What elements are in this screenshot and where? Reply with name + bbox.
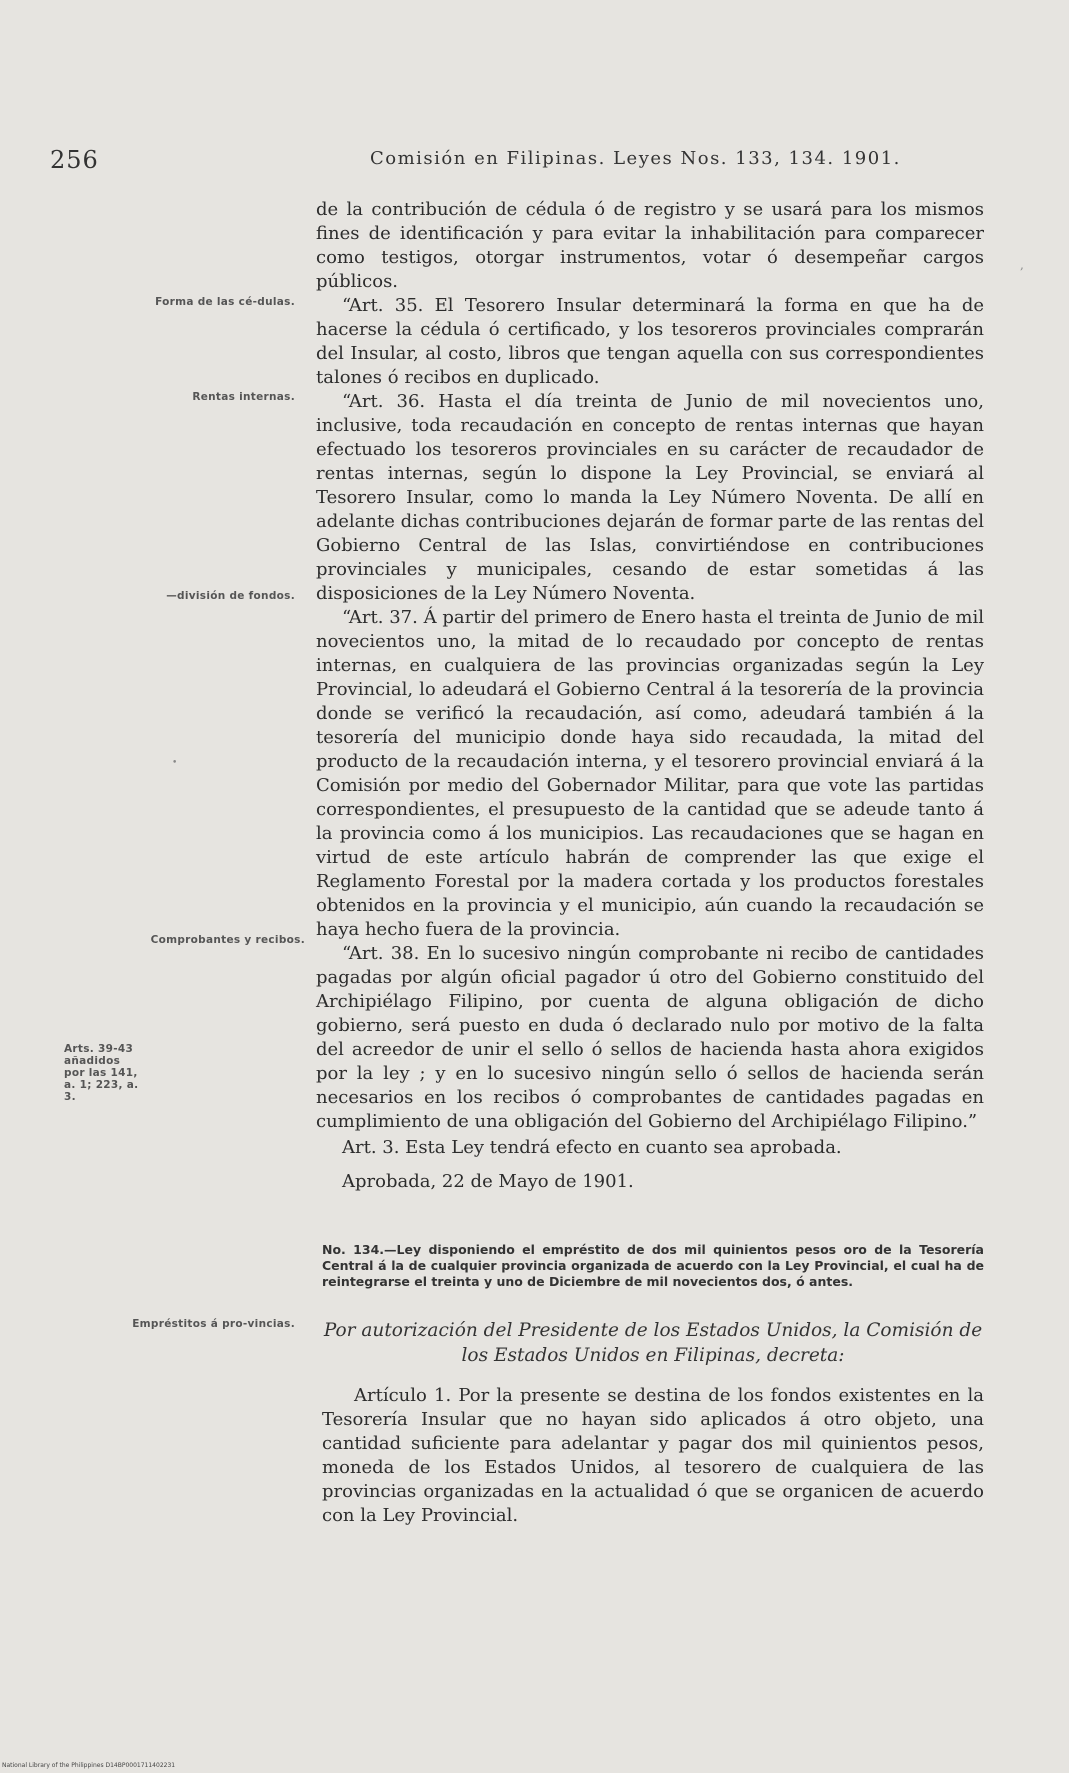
- margin-note-emprestitos: Empréstitos á pro-vincias.: [132, 1318, 295, 1330]
- article-37: “Art. 37. Á partir del primero de Enero hasta el treinta de Junio de mil novecientos uno, la mitad de lo recaudado por concepto de rentas internas, en cualquiera de las provincias organizadas según la Ley Provincial, lo adeudará el Gobierno Central á la tesorería de la provincia donde se verificó la recaudación, así como, adeudará también á la tesorería del municipio donde haya sido recaudada, la mitad del producto de la recaudación interna, y el tesorero provincial enviará á la Comisión por medio del Gobernador Militar, para que vote las partidas correspondientes, el presupuesto de la cantidad que se adeude tanto á la provincia como á los municipios. Las recaudaciones que se hagan en virtud de este artículo habrán de comprender las que exige el Reglamento Forestal por la madera cortada y los productos forestales obtenidos en la provincia y el municipio, aún cuando la recaudación se haya hecho fuera de la provincia.: [316, 607, 984, 940]
- article-35: “Art. 35. El Tesorero Insular determinará la forma en que ha de hacerse la cédula ó certificado, y los tesoreros provinciales comprarán del Insular, al costo, libros que tengan aquella con sus correspondientes talones ó recibos en duplicado.: [316, 295, 984, 388]
- law-134-preamble: Por autorización del Presidente de los Estados Unidos, la Comisión de los Estados Unidos en Filipinas, decreta:: [323, 1320, 983, 1366]
- article-36: “Art. 36. Hasta el día treinta de Junio de mil novecientos uno, inclusive, toda recaudación en concepto de rentas internas que hayan efectuado los tesoreros provinciales en su carácter de recaudador de rentas internas, según lo dispone la Ley Provincial, se enviará al Tesorero Insular, como lo manda la Ley Número Noventa. De allí en adelante dichas contribuciones dejarán de formar parte de las rentas del Gobierno Central de las Islas, convirtiéndose en contribuciones provinciales y municipales, cesando de estar sometidas á las disposiciones de la Ley Número Noventa.: [316, 391, 984, 604]
- law-134-heading: No. 134.—Ley disponiendo el empréstito de dos mil quinientos pesos oro de la Tesorería Central á la de cualquier provincia organizada de acuerdo con la Ley Provincial, el cual ha de reintegrarse el treinta y uno de Diciembre de mil novecientos dos, ó antes.: [322, 1242, 984, 1289]
- approval-date: Aprobada, 22 de Mayo de 1901.: [342, 1171, 634, 1192]
- margin-note-division-fondos: —división de fondos.: [166, 590, 295, 602]
- article-38: “Art. 38. En lo sucesivo ningún comprobante ni recibo de cantidades pagadas por algún oficial pagador ú otro del Gobierno constituido del Archipiélago Filipino, por cuenta de alguna obligación de dicho gobierno, será puesto en duda ó declarado nulo por motivo de la falta del acreedor de unir el sello ó sellos de hacienda hasta ahora exigidos por la ley ; y en lo sucesivo ningún sello ó sellos de hacienda serán necesarios en los recibos ó comprobantes de cantidades pagadas en cumplimiento de una obligación del Gobierno del Archipiélago Filipino.”: [316, 943, 984, 1132]
- page-number: 256: [50, 146, 99, 174]
- scan-mark: ,: [1020, 258, 1024, 272]
- margin-note-comprobantes: Comprobantes y recibos.: [150, 934, 305, 946]
- margin-note-rentas-internas: Rentas internas.: [192, 391, 295, 403]
- footer-credit: National Library of the Philippines D14BP0001711402231: [2, 1762, 176, 1769]
- running-head: Comisión en Filipinas. Leyes Nos. 133, 134. 1901.: [370, 148, 901, 169]
- body-text: [316, 198, 984, 1194]
- law-134-article-1: Artículo 1. Por la presente se destina de los fondos existentes en la Tesorería Insular que no hayan sido aplicados á otro objeto, una cantidad suficiente para adelantar y pagar dos mil quinientos pesos, moneda de los Estados Unidos, al tesorero de cualquiera de las provincias organizadas en la actualidad ó que se organicen de acuerdo con la Ley Provincial.: [322, 1385, 984, 1526]
- scan-dot: •: [172, 758, 178, 768]
- article-3: Art. 3. Esta Ley tendrá efecto en cuanto sea aprobada.: [342, 1137, 842, 1158]
- margin-note-arts-anadidos: Arts. 39-43 añadidos por las 141, a. 1; 223, a. 3.: [64, 1043, 139, 1103]
- paragraph-continuation: de la contribución de cédula ó de registro y se usará para los mismos fines de identificación y para evitar la inhabilitación para comparecer como testigos, otorgar instrumentos, votar ó desempeñar cargos públicos.: [316, 199, 984, 292]
- margin-note-forma-cedulas: Forma de las cé-dulas.: [155, 296, 295, 308]
